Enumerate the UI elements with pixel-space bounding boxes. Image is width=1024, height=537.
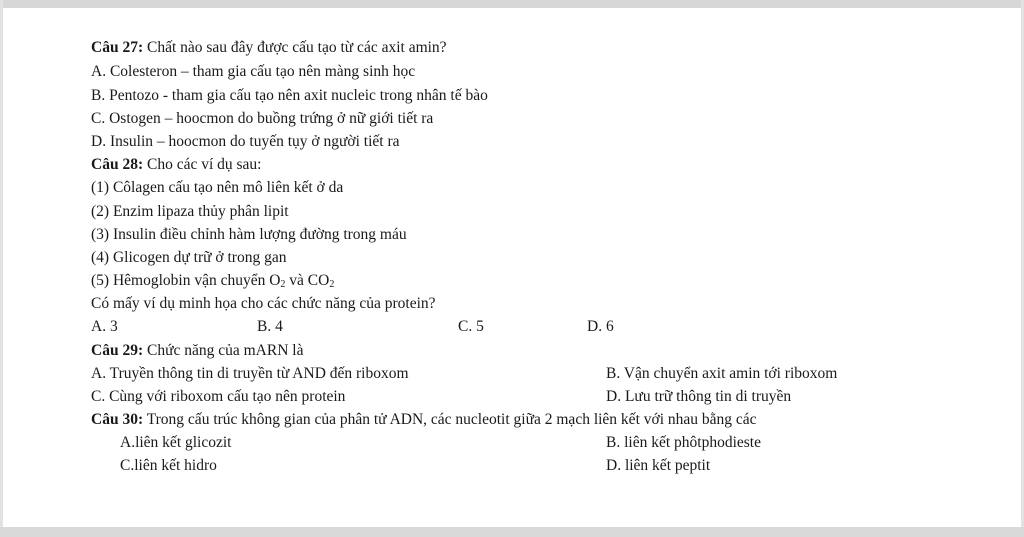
- q30-stem: [91, 410, 757, 430]
- q28-item-3: (3) Insulin điều chỉnh hàm lượng đường trong máu: [91, 226, 407, 243]
- q29-label: Câu 29:: [91, 342, 144, 359]
- q27-option-d: D. Insulin – hoocmon do tuyến tụy ở người tiết ra: [91, 133, 400, 150]
- q27-option-a: A. Colesteron – tham gia cấu tạo nên màng sinh học: [91, 63, 416, 80]
- q29-option-c: C. Cùng với riboxom cấu tạo nên protein: [91, 388, 346, 405]
- q27-option-b: B. Pentozo - tham gia cấu tạo nên axit nucleic trong nhân tế bào: [91, 87, 488, 104]
- o2-subscript: 2: [280, 279, 286, 290]
- q29-text: Chức năng của mARN là: [146, 342, 304, 359]
- q28-item-1: (1) Côlagen cấu tạo nên mô liên kết ở da: [91, 179, 344, 196]
- q29-stem: [91, 341, 303, 361]
- q30-option-d: D. liên kết peptit: [606, 457, 711, 474]
- q30-option-a: A.liên kết glicozit: [120, 434, 232, 451]
- q28-item-5: [91, 271, 334, 291]
- q29-option-a: A. Truyền thông tin di truyền từ AND đến riboxom: [91, 365, 409, 382]
- co2-subscript: 2: [329, 279, 335, 290]
- q28-item-5-text: (5) Hêmoglobin vận chuyển O: [91, 272, 281, 289]
- q29-option-d: D. Lưu trữ thông tin di truyền: [606, 388, 792, 405]
- q28-stem: [91, 155, 262, 175]
- q27-option-c: C. Ostogen – hoocmon do buồng trứng ở nữ giới tiết ra: [91, 110, 434, 127]
- q28-text: Cho các ví dụ sau:: [146, 156, 262, 173]
- q27-text: Chất nào sau đây được cấu tạo từ các axit amin?: [146, 39, 447, 56]
- q28-label: Câu 28:: [91, 156, 144, 173]
- q28-item-4: (4) Glicogen dự trữ ở trong gan: [91, 249, 287, 266]
- q28-option-a: A. 3: [91, 318, 118, 335]
- q27-label: Câu 27:: [91, 39, 144, 56]
- q30-label: Câu 30:: [91, 411, 144, 428]
- q28-item-2: (2) Enzim lipaza thủy phân lipit: [91, 203, 289, 220]
- q28-option-c: C. 5: [458, 318, 484, 335]
- q28-prompt: Có mấy ví dụ minh họa cho các chức năng của protein?: [91, 295, 436, 312]
- q30-option-c: C.liên kết hidro: [120, 457, 217, 474]
- q30-text: Trong cấu trúc không gian của phân tử ADN, các nucleotit giữa 2 mạch liên kết với nhau bằng các: [146, 411, 757, 428]
- q29-option-b: B. Vận chuyển axit amin tới riboxom: [606, 365, 838, 382]
- q28-option-b: B. 4: [257, 318, 283, 335]
- q27-stem: [91, 38, 447, 58]
- q30-option-b: B. liên kết phôtphodieste: [606, 434, 761, 451]
- q28-option-d: D. 6: [587, 318, 614, 335]
- q28-item-5-co2: và CO: [289, 272, 330, 289]
